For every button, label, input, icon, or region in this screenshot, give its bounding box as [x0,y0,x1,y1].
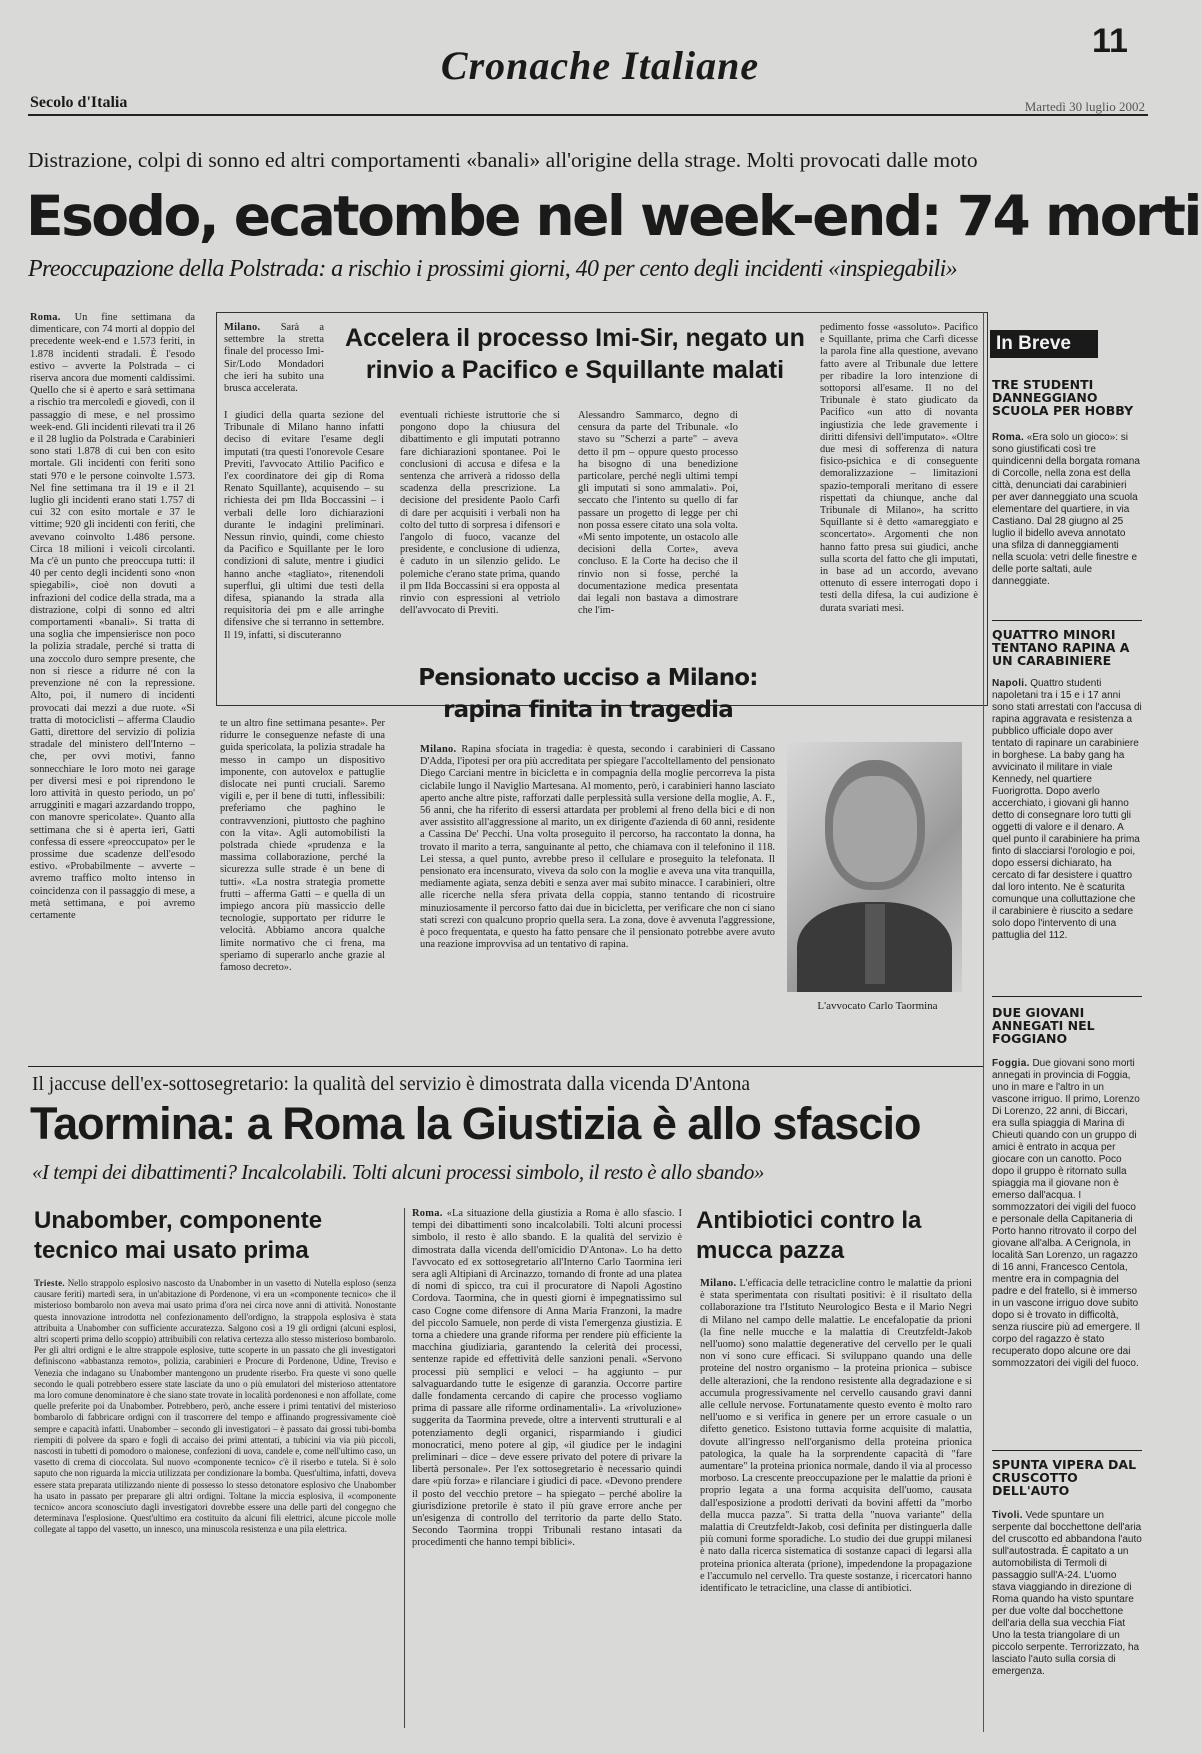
pensionato-text: Milano. Rapina sfociata in tragedia: è questa, secondo i carabinieri di Cassano D'Adda, l'ipotesi per ora più accreditata per spiegare l'accoltellamento del pensionato Diego Carciani mentre in bicicletta e in compagnia della moglie percorreva la pista ciclabile lungo il Naviglio Martesana. Al momento, però, i carabinieri hanno lasciato aperto anche altre piste, rafforzati dalle perplessità sulla versione della moglie, A. F., 56 anni, che ha riferito di essersi attardata per problemi al freno della bici e di non aver assistito all'aggressione al marito, un ex dirigente d'azienda di 60 anni, residente a Cassina De' Pecchi. Una volta proseguito il percorso, ha raccontato la donna, ha trovato il marito a terra, sanguinante al petto, che chiamava con il telefonino il 118. Lei stessa, a quel punto, avrebbe preso il cellulare e proseguito la telefonata. Il pensionato era incensurato, viveva da solo con la moglie e aveva una vita tranquilla, mediamente agiata, senza debiti e senza aver mai subito minacce. I carabinieri, oltre alle ricerche nella sfera privata della coppia, stanno tentando di ricostruire minuziosamente il percorso fatto dai due in bicicletta, per verificare che non ci siano stati screzi con qualcuno proprio quella sera. La zona, dove è avvenuta l'aggressione, è poco frequentata, e questo ha fatto pensare che il pensionato potrebbe avere avuto una reazione improvvisa ad un tentativo di rapina. [420,744,775,951]
antibiotici-headline: Antibiotici contro la mucca pazza [696,1207,922,1264]
taormina-text: Roma. «La situazione della giustizia a Roma è allo sfascio. I tempi dei dibattimenti sono incalcolabili. Tolti alcuni processi simbolo, il resto è allo sbando. E la qualità del servizio è dimostrata dalla vicenda dell'omicidio D'Antona». Lo ha detto l'avvocato ed ex sottosegretario all'Interno Carlo Taormina ieri sera agli Altipiani di Arcinazzo, tornando di fronte ad una platea di nomi di spicco, tra cui il procuratore di Napoli Agostino Cordova. Taormina, che in questi giorni è impegnatissimo sul caso Cogne come difensore di Anna Maria Franzoni, la madre del piccolo Samuele, non perde di vista l'emergenza giustizia. E torna a chiedere una grande riforma per rendere più efficiente la macchina giudiziaria, garantendo la celerità dei processi, sentenze rapide ed effettività delle sanzioni penali. «Servono processi più semplici e veloci – ha aggiunto – pur salvaguardando tutte le esigenze di garanzia. Occorre partire dalle fondamenta cercando di capire che processo vogliamo prima di passare alle riforme ordinamentali». La «rivoluzione» suggerita da Taormina prevede, oltre a interventi strutturali e al potenziamento degli organici, risparmiando i giudici monocratici, meno potere al gip, «il giudice per le indagini preliminari – dice – deve essere privato del potere di privare la libertà personale». Per l'ex sottosegretario è necessario quindi dare «più forza» e rilanciare i giudici di pace. «Devono prendere il posto del vecchio pretore – ha spiegato – perché abolire la giurisdizione pretorile è stato il più grave errore anche per un'esigenza di controllo del territorio da parte dello Stato. Secondo Taormina troppi Tribunali restano intasati da procedimenti che hanno tempi biblici». [412,1208,682,1549]
imi-sir-column-2: eventuali richieste istruttorie che si pongono dopo la chiusura del dibattimento e gli imputati potranno fare dichiarazioni spontanee. Poi le conclusioni di accusa e difesa e la sentenza che arriverà a ridosso della scadenza della prescrizione. La decisione del presidente Paolo Carfì di dare per acquisiti i verbali non ha colto del tutto di sorpresa i difensori e l'angolo di fuoco, vacanze del presidente, e conclusione di udienza, è caduto in un silenzio gelido. Le polemiche c'erano state prima, quando il pm Ilda Boccassini si era opposta al rinvio con espressioni al vetriolo dell'avvocato di Previti. [400,410,560,617]
brief-1-headline: TRE STUDENTI DANNEGGIANO SCUOLA PER HOBBY [992,377,1134,418]
main-kicker: Distrazione, colpi di sonno ed altri comportamenti «banali» all'origine della strage. Molti provocati dalle moto [28,148,978,172]
issue-date: Martedì 30 luglio 2002 [1024,99,1145,114]
imi-sir-column-3: Alessandro Sammarco, degno di censura da parte del Tribunale. «Io stavo su "Scherzi a parte" – aveva detto il pm – oppure questo processo ha bisogno di una benedizione particolare, perché negli ultimi tempi gli imputati si sono ammalati». Poi, seccato che l'intento su quello di far passare un progetto di legge per chi non possa essere citato una sola volta. «Mi sento impotente, un ostacolo alle decisioni della Corte», aveva concluso. E la Corte ha deciso che il rinvio non si fosse, perché la documentazione medica presentata dai legali non bastava a dimostrare che l'im- [578,410,738,617]
main-dateline: Roma. [30,312,61,323]
pensionato-headline: Pensionato ucciso a Milano: rapina finita in tragedia [418,665,758,723]
imi-sir-headline: Accelera il processo Imi-Sir, negato un rinvio a Pacifico e Squillante malati [345,324,805,384]
page-number: 11 [1092,22,1128,60]
section-title: Cronache Italiane [440,43,760,88]
in-breve-logo: In Breve [990,330,1098,358]
brief-2-text: Napoli. Quattro studenti napoletani tra i 15 e i 17 anni sono stati arrestati con l'accusa di rapina aggravata e resistenza a pubblico ufficiale dopo aver tentato di rapinare un carabiniere in borghese. La baby gang ha avvicinato il militare in viale Kennedy, nel quartiere Fuorigrotta. Dopo averlo accerchiato, i giovani gli hanno detto di consegnare loro tutti gli oggetti di valore e il denaro. A quel punto il carabiniere ha prima finto di slacciarsi l'orologio e poi, dopo essersi dichiarato, ha cercato di far desistere i quattro dal loro intento. Ne è scaturita comunque una colluttazione che il carabiniere è riuscito a sedare solo dopo l'intervento di una pattuglia del 112. [992,678,1142,941]
photo-caption: L'avvocato Carlo Taormina [817,1000,938,1012]
antibiotici-text: Milano. L'efficacia delle tetracicline contro le malattie da prioni è stata sperimentata con risultati positivi: è il risultato della collaborazione tra l'Istituto Neurologico Besta e il Mario Negri di Milano nel campo delle malattie. Le encefalopatie da prioni (la fine nelle mucche e la malattia di Creutzfeldt-Jakob nell'uomo) sono malattie degenerative del cervello per le quali non vi sono cure efficaci. Si sviluppano quando una delle proteine del nostro organismo – la proteina prionica – subisce delle alterazioni, che la rendono resistente alla degradazione e si accumula progressivamente nel cervello causando gravi danni alle cellule nervose. Fortunatamente questo evento è molto raro nell'uomo e si verifica in genere per un errore casuale o un difetto genetico. Esistono tuttavia forme acquisite di malattia, dovute all'ingresso nell'organismo della proteina prionica patologica, la quale ha la sorprendente capacità di "fare aumentare" la proteina prionica normale, dando il via al processo morboso. La crescente preoccupazione per le malattie da prioni è proprio legata a una forma acquisita dell'uomo, causata dall'esposizione a prodotti derivati da bovini affetti da "morbo della mucca pazza". Si tratta della "nuova variante" della malattia di Creutzfeldt-Jakob, così definita per distinguerla dalle più comuni forme sporadiche. Lo studio dei due gruppi milanesi è nato dalla ricerca sistematica di sostanze capaci di legarsi alla proteina prionica alterata (prione), impedendone la propagazione e l'accumulo nel cervello. Tra queste sostanze, i ricercatori hanno identificato le tetracicline, una classe di antibiotici. [700,1278,972,1595]
brief-3-headline: DUE GIOVANI ANNEGATI NEL FOGGIANO [992,1005,1095,1046]
imi-sir-column-1: I giudici della quarta sezione del Tribunale di Milano hanno infatti deciso di evitare l'esame degli imputati (tra questi l'onorevole Cesare Previti, l'avvocato Attilio Pacifico e l'ex coordinatore dei gip di Roma Renato Squillante), acquisendo – su richiesta dei pm Ilda Boccassini – i verbali delle loro dichiarazioni durante le indagini preliminari. Nessun rinvio, quindi, come chiesto da Pacifico e Squillante per le loro condizioni di salute, mentre i giudici hanno anche «tagliato», ritenendoli superflui, gli ultimi due testi della difesa, spianando la strada alla requisitoria dei pm e alle arringhe difensive che si terranno in settembre. Il 19, infatti, si discuteranno [224,410,384,641]
brief-2-headline: QUATTRO MINORI TENTANO RAPINA A UN CARABINIERE [992,627,1130,668]
unabomber-text: Trieste. Nello strappolo esplosivo nascosto da Unabomber in un vasetto di Nutella esploso (senza causare feriti) martedì sera, in un'abitazione di Pordenone, vi era un «componente tecnico» che il misterioso bombarolo non aveva mai usato prima d'ora nei circa nove anni di attività. Nonostante questa innovazione introdotta nel confezionamento dell'ordigno, la strappola esplosiva è stata attribuita a Unabomber con sufficiente accuratezza. Salgono così a 19 gli ordigni (alcuni esplosi, altri scoperti prima dello scoppio) attribuibili con relativa certezza allo stesso misterioso bombarolo. Per gli altri ordigni e le altre strappole esplosive, tutte scoperte in un passato che gli investigatori definiscono «abbastanza remoto», polizia, carabinieri e Procure di Pordenone, Udine, Treviso e Venezia che indagano su Unabomber mantengono un prudente riserbo. Fra queste vi sono quelle secondo le quali potrebbero essere state lasciate da uno o più emulatori del misterioso attentatore ma loro comune denominatore è che siano state trovate in località pordenonesi e non affollate, come quelle preferite poi da Unabomber. Potrebbero, però, anche essere i primi tentativi del misterioso bombarolo di fabbricare ordigni con il trascorrere del tempo e affinando progressivamente cioè sempre e capacità infatti. Unabomber – secondo gli investigatori – è passato dai grossi tubi-bomba riempiti di polvere da sparo e fogli di accaiso dei primi attentati, a tubicini via via più piccoli, nascosti in tubetti di pomodoro o maionese, confezioni di uova, candele e, come nell'ultimo caso, un vasetto di crema di cioccolata. Sul nuovo «componente tecnico» c'è il riserbo e tutela. Si è solo saputo che non riguarda la miccia utilizzata per condizionare la bomba. Quest'ultima, infatti, doveva essere stata preparata utilizzando niente di possesso lo stesso detonatore esplosivo che Unabomber ha usato in passato per preparare gli altri ordigni. Toltane la miccia esplosiva, il «componente tecnico» ancora sconosciuto dagli investigatori dovrebbe essere una delle parti del congegno che determinava l'esplosione. Quest'ultimo era costituito da alcuni fili elettrici, alcune piccole molle collegate al tappo del vasetto, un innesco, una minuscola resistenza e una pila elettrica. [34,1278,396,1535]
unabomber-headline: Unabomber, componente tecnico mai usato prima [34,1207,323,1264]
main-headline: Esodo, ecatombe nel week-end: 74 morti [26,184,1200,248]
imi-sir-intro: Milano. Sarà a settembre la stretta finale del processo Imi-Sir/Lodo Mondadori che ieri ha subito una brusca accelerata. [224,322,324,395]
main-story-column-1: Roma. Un fine settimana da dimenticare, con 74 morti al doppio del precedente week-end e 1.573 feriti, in 1.878 incidenti stradali. È l'esodo estivo – avverte la Polstrada – ci riserva ancora due momenti caldissimi. Quello che si è aperto e sarà settimana a rischio tra mercoledì e giovedì, con il passaggio di mese, e nel prossimo week-end. Gli incidenti rilevati tra il 26 e il 28 luglio da Polstrada e Carabinieri sono stati 1.878 di cui ben con esito mortale. Gli incidenti con feriti sono stati 970 e le persone coinvolte 1.573. Nel fine settimana tra il 19 e il 21 luglio gli incidenti erano stati 1.757 di cui 32 con esito mortale e 37 le vittime; 920 gli incidenti con feriti, che avevano coinvolto 1.486 persone. Circa 18 milioni i veicoli circolanti. Ma c'è un punto che preoccupa tutti: il 40 per cento degli incidenti sono «non spiegabili», cioè non dovuti a infrazioni del codice della strada, ma a distrazione, colpi di sonno ed altri comportamenti «banali». Si tratta di una soglia che impensierisce non poco la polizia stradale, perché si tratta di una zoccolo duro sempre presente, che non si riesce a ridurre né con la prevenzione né con la repressione. Alto, poi, il numero di incidenti provocati dai mezzi a due ruote. «Si tratta di motociclisti – afferma Claudio Gatti, direttore del servizio di polizia stradale del ministero dell'Interno – che, per ovvi motivi, fanno sonnecchiare le loro moto nei garage per diversi mesi e poi riprendono le loro attività in questo periodo, un po' arrugginiti e magari azzardando troppo, con manovre spericolate». Quanto alla settimana che si è aperta ieri, Gatti confessa di essere «preoccupato» per le prossime due scadenze dell'esodo estivo. «Probabilmente – avverte – avremo traffico molto intenso in coincidenza con il passaggio di mese, a metà settimana, e poi avremo certamente [30,312,195,921]
brief-4-text: Tivoli. Vede spuntare un serpente dal bocchettone dell'aria del cruscotto ed abbandona l'auto sull'autostrada. È capitato a un automobilista di Termoli di passaggio sull'A-24. L'uomo stava viaggiando in direzione di Roma quando ha visto spuntare per due volte dal bocchettone dell'aria della sua vecchia Fiat Uno la testa triangolare di un piccolo serpente. Terrorizzato, ha lasciato l'auto sulla corsia di emergenza. [992,1510,1142,1677]
main-story-column-2: te un altro fine settimana pesante». Per ridurre le conseguenze nefaste di una guida spericolata, la polizia stradale ha messo in campo un dispositivo imponente, con autovelox e pattuglie dislocate nei punti cruciali. Saremo vigili e, per il bene di tutti, inflessibili: preferiamo che paghino le contravvenzioni, piuttosto che paghino con la vita». Agli automobilisti la polstrada chiede «prudenza e la massima collaborazione, perché la sicurezza sulle strade è un bene di tutti». «La nostra strategia promette frutti – afferma Gatti – e quella di un impiego ancora più massiccio delle tecnologie, supportato per ridurre le velocità. Abbiamo ancora qualche limite normativo che ci frena, ma speriamo di superarlo anche grazie al famoso decreto». [220,718,385,974]
brief-3-text: Foggia. Due giovani sono morti annegati in provincia di Foggia, uno in mare e l'altro in un vascone irriguo. Il primo, Lorenzo Di Lorenzo, 22 anni, di Biccari, era sulla spiaggia di Marina di Chieuti quando con un gruppo di amici è entrato in acqua per giocare con un canotto. Poco dopo il gruppo è ritornato sulla spiaggia ma il giovane non è emerso dall'acqua. I sommozzatori dei vigili del fuoco e personale della Capitaneria di Porto hanno ritrovato il corpo del giovane all'alba. A Cerignola, in località San Lorenzo, un ragazzo di 16 anni, Francesco Centola, mentre era in compagnia del padre e del fratello, si è immerso in un vascone irriguo dove subito dopo si è trovato in difficoltà, senza riuscire più ad emergere. Il corpo del ragazzo è stato recuperato dopo alcune ore dai sommozzatori dei vigili del fuoco. [992,1058,1140,1369]
imi-sir-column-4: pedimento fosse «assoluto». Pacifico e Squillante, prima che Carfì dicesse la parola fine alla questione, avevano fatto avere al Tribunale due lettere per ribadire la loro intenzione di sottoporsi all'esame. Il no del Tribunale è stato giudicato da Pacifico «un atto di novanta ingiustizia che lede gravemente i diritti difensivi dell'imputato». «Oltre due mesi di sofferenza di natura fisico-psichica e di conseguente demoralizzazione – limitazioni spazio-temporali meritano di essere rispettati da chiunque, anche dal Tribunale di Milano», ha scritto Squillante si è detto «amareggiato e sconcertato». Argomenti che non hanno fatto presa sui giudici, anche sulla scorta del fatto che gli imputati, in base ad un accordo, avevano ottenuto di essere interrogati dopo i testi della difesa, la cui audizione è durata svariati mesi. [820,322,978,614]
taormina-headline: Taormina: a Roma la Giustizia è allo sfascio [30,1098,921,1149]
newspaper-name: Secolo d'Italia [30,94,128,111]
taormina-kicker: Il jaccuse dell'ex-sottosegretario: la qualità del servizio è dimostrata dalla vicenda D'Antona [32,1074,750,1095]
carlo-taormina-photo [787,742,962,992]
brief-1-text: Roma. «Era solo un gioco»: si sono giustificati così tre quindicenni della borgata romana di Corcolle, nella zona est della città, denunciati dai carabinieri per aver danneggiato una scuola elementare del quartiere, in via Castiano. Dal 28 giugno al 25 luglio il bidello aveva annotato una sfilza di danneggiamenti nella scuola: vetri delle finestre e delle porte saltati, aule danneggiate. [992,432,1140,587]
taormina-subhead: «I tempi dei dibattimenti? Incalcolabili. Tolti alcuni processi simbolo, il resto è allo sbando» [32,1160,764,1184]
brief-4-headline: SPUNTA VIPERA DAL CRUSCOTTO DELL'AUTO [992,1457,1137,1498]
main-subhead: Preoccupazione della Polstrada: a rischio i prossimi giorni, 40 per cento degli incidenti «inspiegabili» [28,256,958,282]
